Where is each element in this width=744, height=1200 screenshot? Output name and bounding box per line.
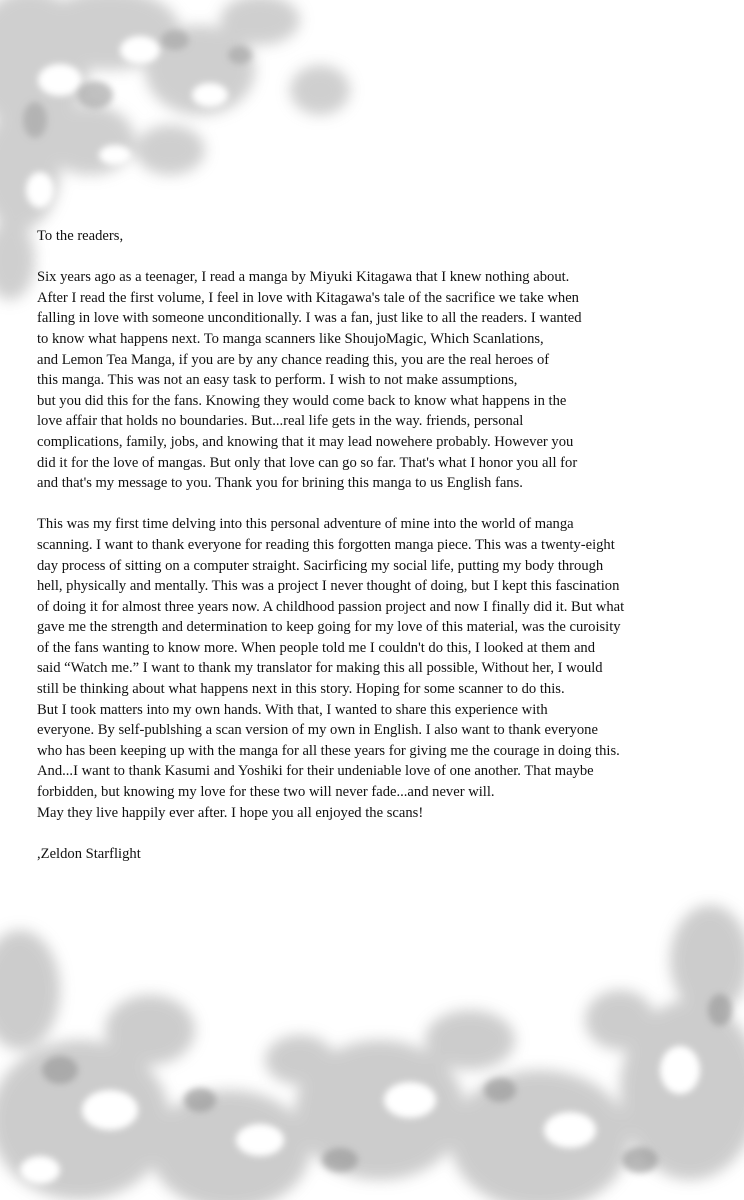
text-line: who has been keeping up with the manga for all these years for giving me the courage in doing this. (37, 742, 620, 759)
text-line: After I read the first volume, I feel in love with Kitagawa's tale of the sacrifice we take when (37, 289, 579, 306)
text-line: gave me the strength and determination to keep going for my love of this material, was the curoisity (37, 619, 621, 636)
text-line: and that's my message to you. Thank you for brining this manga to us English fans. (37, 475, 523, 492)
greeting: To the readers, (37, 228, 124, 244)
text-line: hell, physically and mentally. This was a project I never thought of doing, but I kept this fascination (37, 578, 620, 595)
text-line: forbidden, but knowing my love for these two will never fade...and never will. (37, 784, 495, 801)
text-line: love affair that holds no boundaries. But...real life gets in the way. friends, personal (37, 413, 524, 430)
text-line: But I took matters into my own hands. With that, I wanted to share this experience with (37, 701, 548, 718)
text-line: to know what happens next. To manga scanners like ShoujoMagic, Which Scanlations, (37, 330, 544, 347)
text-line: This was my first time delving into this personal adventure of mine into the world of manga (37, 516, 574, 533)
text-line: said “Watch me.” I want to thank my translator for making this all possible, Without her, I would (37, 660, 603, 677)
letter-body (37, 226, 743, 864)
paragraph-1 (37, 267, 743, 494)
text-line: Six years ago as a teenager, I read a manga by Miyuki Kitagawa that I knew nothing about. (37, 269, 570, 286)
text-line: day process of sitting on a computer straight. Sacirficing my social life, putting my body through (37, 557, 604, 574)
text-line: this manga. This was not an easy task to perform. I wish to not make assumptions, (37, 372, 518, 389)
text-line: May they live happily ever after. I hope you all enjoyed the scans! (37, 804, 424, 821)
text-line: but you did this for the fans. Knowing they would come back to know what happens in the (37, 392, 567, 409)
text-line: scanning. I want to thank everyone for reading this forgotten manga piece. This was a twenty-eight (37, 536, 615, 553)
text-line: complications, family, jobs, and knowing that it may lead nowehere probably. However you (37, 433, 574, 450)
text-line: of the fans wanting to know more. When people told me I couldn't do this, I looked at them and (37, 639, 596, 656)
signature: ,Zeldon Starflight (37, 845, 141, 862)
text-line: of doing it for almost three years now. A childhood passion project and now I finally did it. But what (37, 598, 625, 615)
text-line: and Lemon Tea Manga, if you are by any chance reading this, you are the real heroes of (37, 351, 550, 368)
text-line: And...I want to thank Kasumi and Yoshiki for their undeniable love of one another. That maybe (37, 763, 594, 780)
text-line: did it for the love of mangas. But only that love can go so far. That's what I honor you all for (37, 454, 578, 471)
text-line: still be thinking about what happens next in this story. Hoping for some scanner to do this. (37, 681, 565, 698)
text-line: falling in love with someone unconditionally. I was a fan, just like to all the readers. I wanted (37, 310, 582, 327)
text-line: everyone. By self-publshing a scan version of my own in English. I also want to thank everyone (37, 722, 598, 739)
paragraph-2 (37, 514, 743, 823)
